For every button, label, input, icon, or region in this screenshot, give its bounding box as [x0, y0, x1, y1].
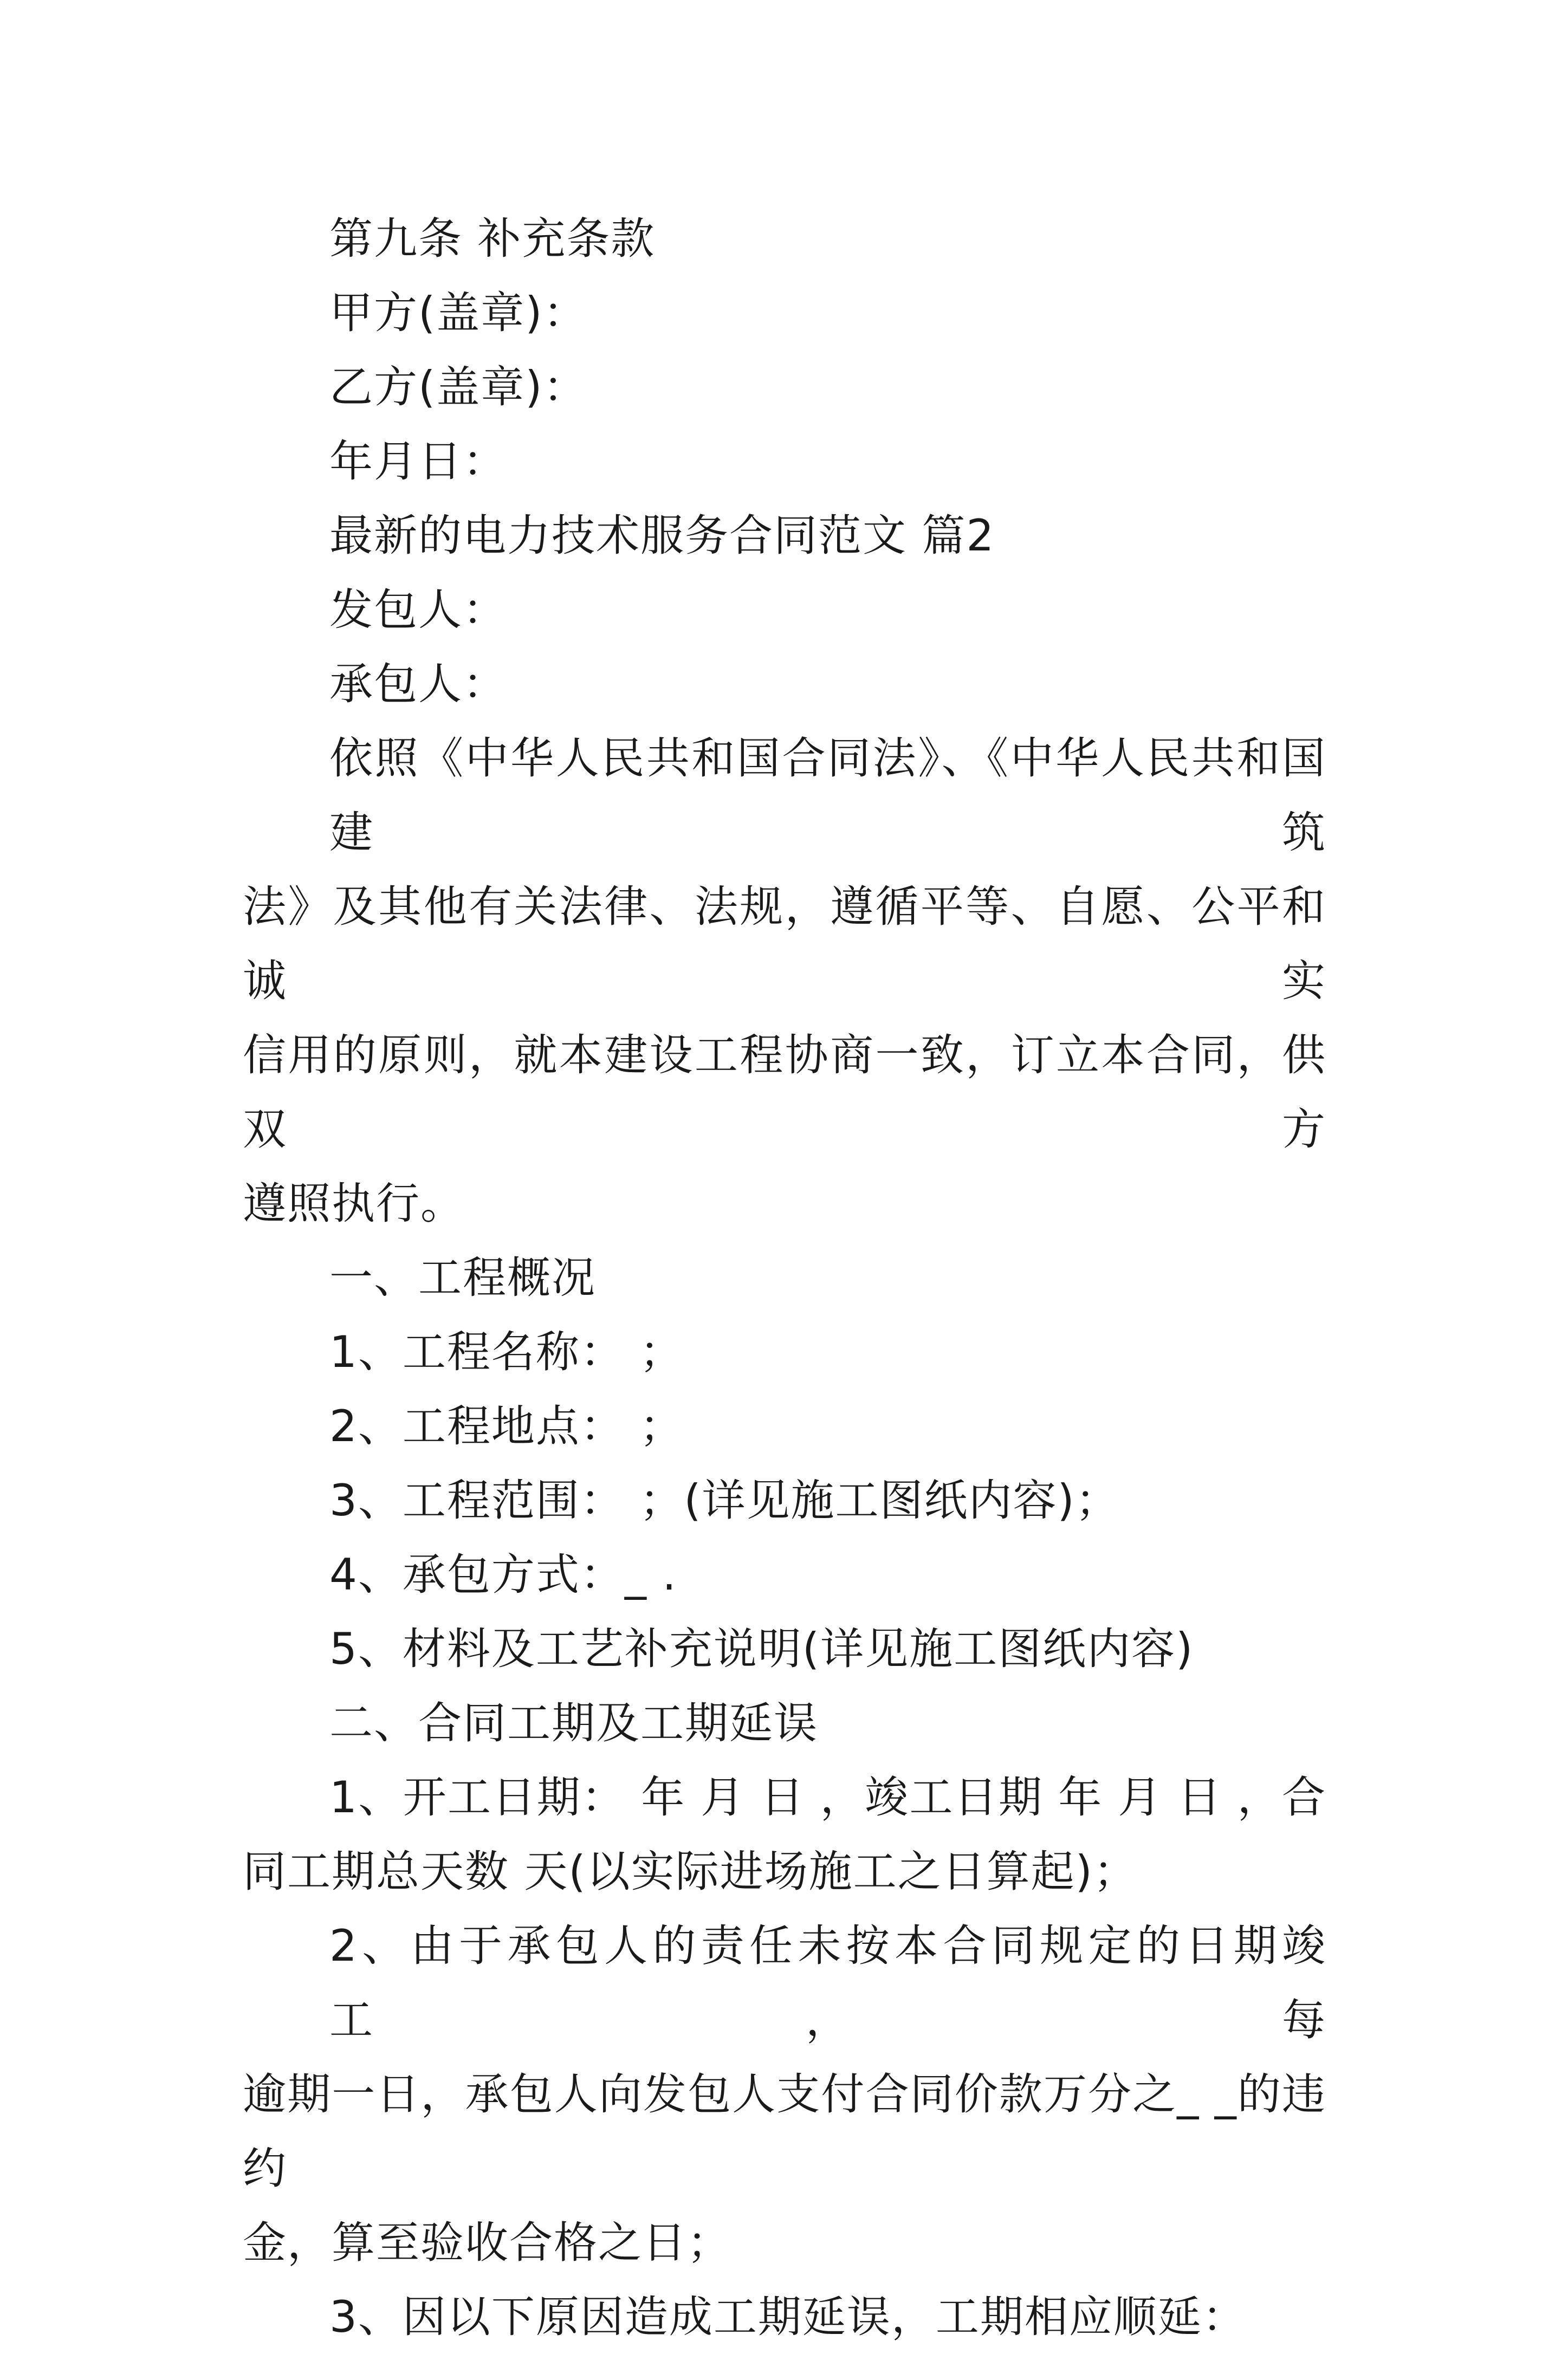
paragraph: [243, 1612, 1326, 1686]
text-line: 4、承包方式：_ .: [329, 1549, 677, 1600]
text-line: 法》及其他有关法律、法规，遵循平等、自愿、公平和诚实: [243, 881, 1326, 1006]
text-line: 金，算至验收合格之日；: [243, 2217, 731, 2268]
paragraph: [243, 1463, 1326, 1538]
paragraph: [243, 350, 1326, 424]
text-line: 3、工程范围： ；(详见施工图纸内容)；: [329, 1475, 1120, 1526]
paragraph: [243, 1241, 1326, 1315]
text-line: 甲方(盖章)：: [329, 288, 588, 338]
text-line: 5、材料及工艺补充说明(详见施工图纸内容): [329, 1624, 1194, 1674]
paragraph: [243, 1389, 1326, 1463]
paragraph: [243, 424, 1326, 498]
text-line: 2、由于承包人的责任未按本合同规定的日期竣工，每: [329, 1921, 1326, 2045]
text-line: 1、工程名称： ；: [329, 1327, 684, 1377]
text-line: 3、因以下原因造成工期延误，工期相应顺延：: [329, 2292, 1247, 2342]
paragraph: [243, 1538, 1326, 1612]
paragraph: [243, 1315, 1326, 1389]
text-line: 信用的原则，就本建设工程协商一致，订立本合同，供双方: [243, 1030, 1326, 1155]
text-line: 1、开工日期： 年 月 日 ，竣工日期 年 月 日 ，合: [329, 1772, 1326, 1823]
text-line: 2、工程地点： ；: [329, 1401, 684, 1451]
text-line: 年月日：: [329, 436, 507, 487]
text-line: 同工期总天数 天(以实际进场施工之日算起)；: [243, 1846, 1138, 1897]
paragraph: [243, 2280, 1326, 2354]
text-line: 最新的电力技术服务合同范文 篇2: [329, 510, 995, 561]
paragraph: [243, 573, 1326, 647]
paragraph: [243, 276, 1326, 350]
paragraph: [243, 202, 1326, 276]
text-line: 第九条 补充条款: [329, 213, 656, 264]
paragraph: [243, 1686, 1326, 1760]
paragraph: [243, 721, 1326, 1241]
text-line: 承包人：: [329, 659, 507, 709]
paragraph: [243, 647, 1326, 721]
paragraph: [243, 498, 1326, 573]
text-line: 乙方(盖章)：: [329, 362, 588, 412]
paragraph: [243, 1909, 1326, 2280]
text-line: 遵照执行。: [243, 1178, 465, 1229]
text-line: 二、合同工期及工期延误: [329, 1698, 818, 1748]
text-line: 一、工程概况: [329, 1253, 596, 1303]
text-line: 发包人：: [329, 585, 507, 635]
text-line: 依照《中华人民共和国合同法》、《中华人民共和国建筑: [329, 733, 1326, 858]
text-line: 逾期一日，承包人向发包人支付合同价款万分之_ _的违约: [243, 2069, 1326, 2194]
document-body: [243, 202, 1326, 2354]
paragraph: [243, 1760, 1326, 1909]
